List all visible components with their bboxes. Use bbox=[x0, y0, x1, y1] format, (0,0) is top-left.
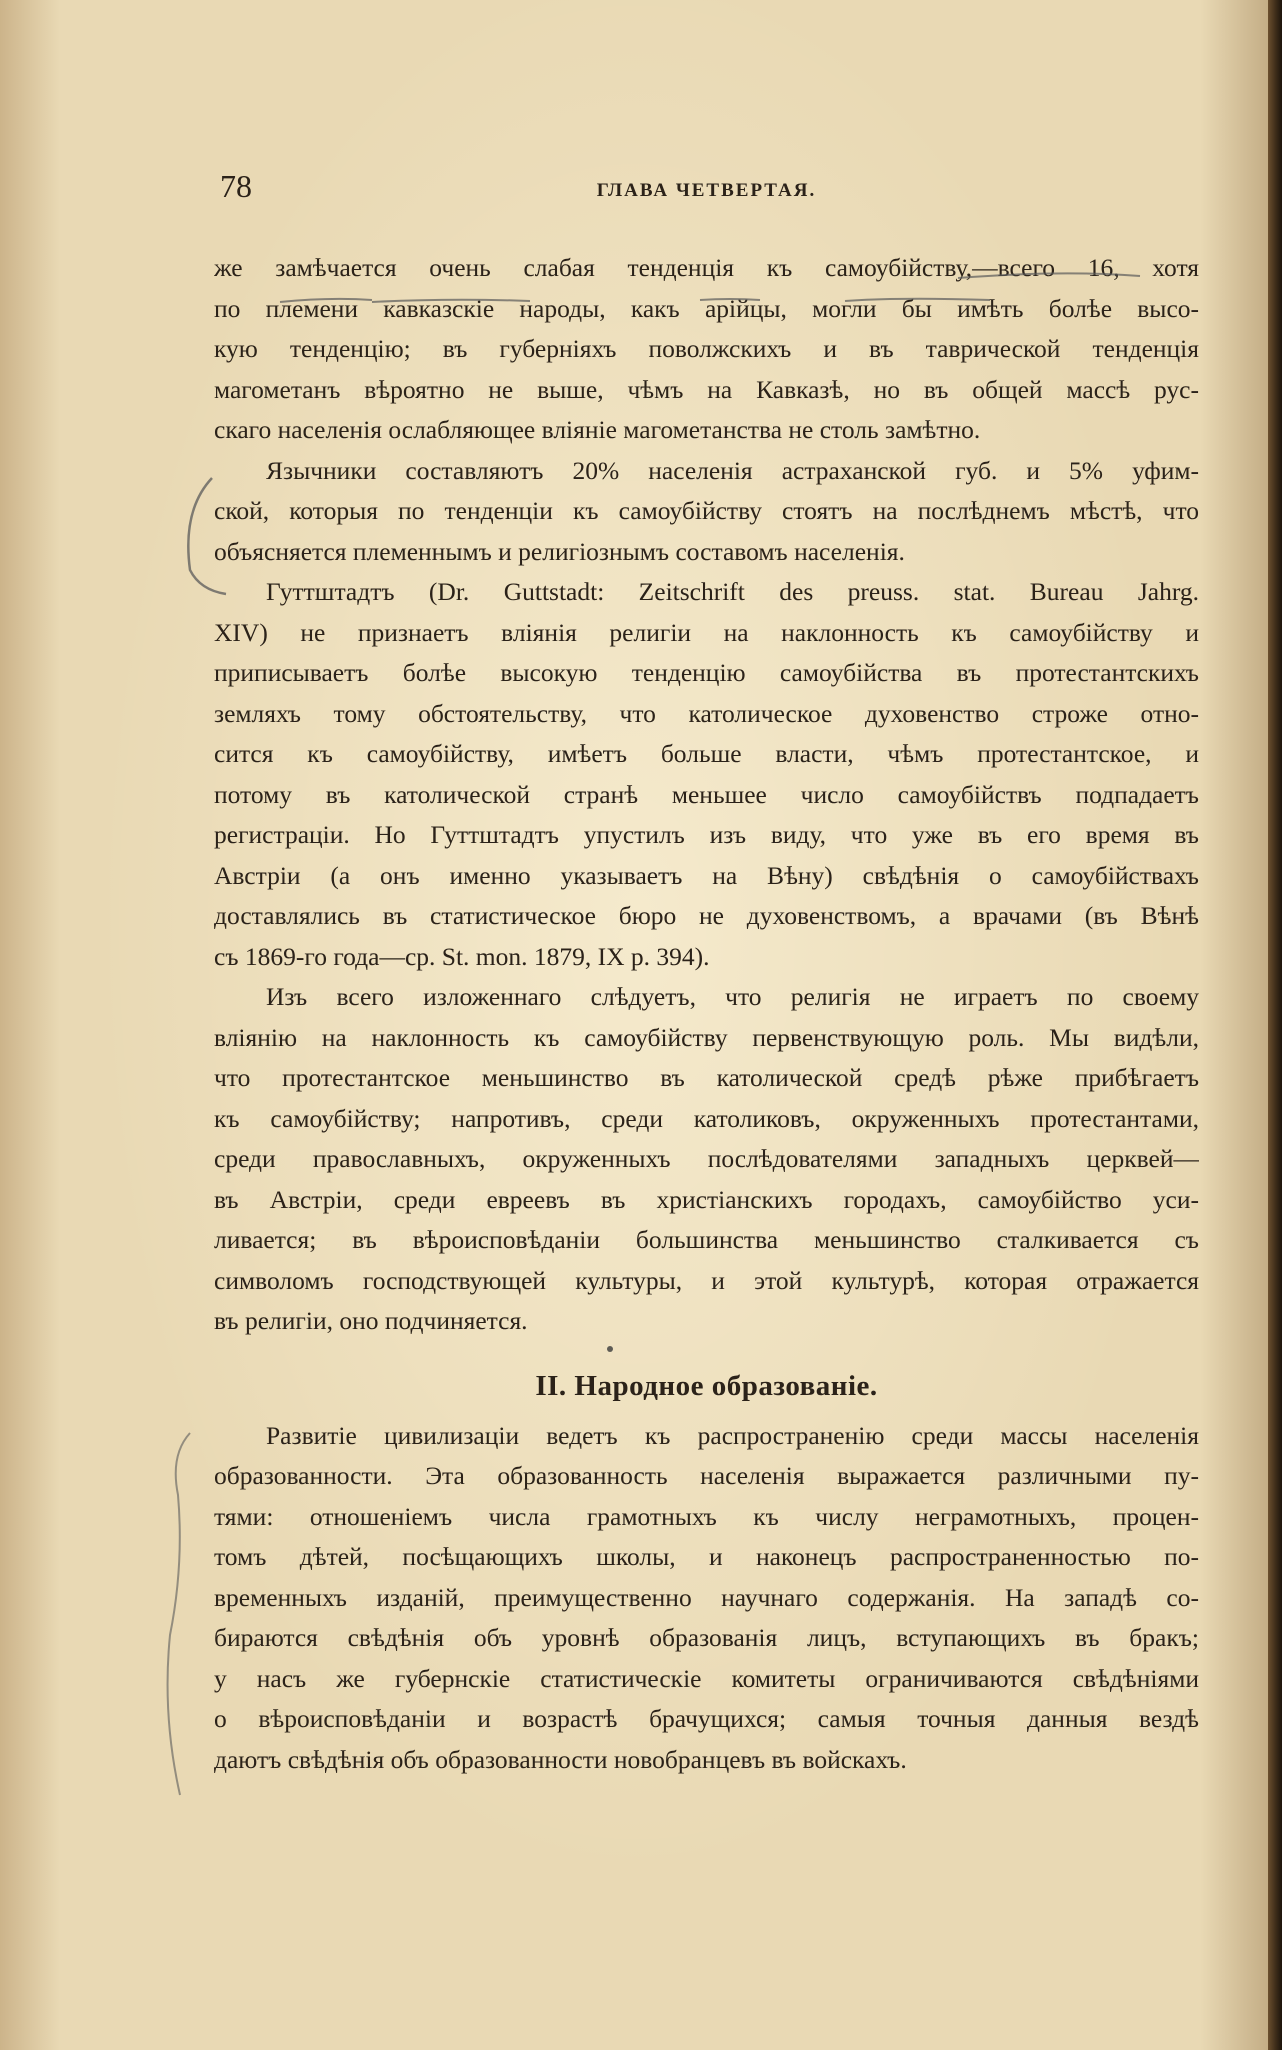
text-line: образованности. Эта образованность населенія выражается различными пу- bbox=[214, 1461, 1199, 1490]
text-line: у насъ же губернскіе статистическіе комитеты ограничиваются свѣдѣніями bbox=[214, 1663, 1199, 1693]
text-line: земляхъ тому обстоятельству, что католическое духовенство строже отно- bbox=[214, 698, 1199, 728]
text-line: въ религіи, оно подчиняется. bbox=[214, 1306, 528, 1335]
text-line: объясняется племеннымъ и религіознымъ составомъ населенія. bbox=[214, 536, 905, 566]
book-spine bbox=[1268, 0, 1282, 2050]
text-line: Развитіе цивилизаціи ведетъ къ распространенію среди массы населенія bbox=[266, 1420, 1199, 1450]
text-line: даютъ свѣдѣнія объ образованности новобранцевъ въ войскахъ. bbox=[214, 1744, 907, 1774]
text-line: томъ дѣтей, посѣщающихъ школы, и наконецъ распространенностью по- bbox=[214, 1542, 1199, 1571]
text-line: скаго населенія ослабляющее вліяніе магометанства не столь замѣтно. bbox=[214, 415, 981, 444]
text-line: временныхъ изданій, преимущественно научнаго содержанія. На западѣ со- bbox=[214, 1582, 1199, 1612]
paragraph-3 bbox=[214, 572, 1199, 977]
text-line: регистраціи. Но Гуттштадтъ упустилъ изъ виду, что уже въ его время въ bbox=[214, 820, 1199, 849]
text-line: приписываетъ болѣе высокую тенденцію самоубійства въ протестантскихъ bbox=[214, 658, 1199, 687]
text-line: Изъ всего изложеннаго слѣдуетъ, что религія не играетъ по своему bbox=[266, 982, 1199, 1011]
text-line: сится къ самоубійству, имѣетъ больше власти, чѣмъ протестантское, и bbox=[214, 739, 1199, 768]
text-line: что протестантское меньшинство въ католической средѣ рѣже прибѣгаетъ bbox=[214, 1063, 1199, 1092]
text-line: доставлялись въ статистическое бюро не духовенствомъ, а врачами (въ Вѣнѣ bbox=[214, 901, 1199, 930]
text-line: кую тенденцію; въ губерніяхъ поволжскихъ и въ таврической тенденція bbox=[214, 334, 1199, 363]
text-line: Австріи (а онъ именно указываетъ на Вѣну) свѣдѣнія о самоубійствахъ bbox=[214, 860, 1199, 890]
text-line: магометанъ вѣроятно не выше, чѣмъ на Кавказѣ, но въ общей массѣ рус- bbox=[214, 374, 1199, 404]
paragraph-2 bbox=[214, 451, 1199, 573]
text-line: среди православныхъ, окруженныхъ послѣдователями западныхъ церквей— bbox=[214, 1144, 1199, 1173]
text-line: по племени кавказскіе народы, какъ арійцы, могли бы имѣть болѣе высо- bbox=[214, 293, 1199, 323]
text-line: символомъ господствующей культуры, и этой культурѣ, которая отражается bbox=[214, 1265, 1199, 1295]
paragraph-1 bbox=[214, 248, 1199, 451]
text-line: бираются свѣдѣнія объ уровнѣ образованія лицъ, вступающихъ въ бракъ; bbox=[214, 1623, 1199, 1652]
body-text bbox=[214, 248, 1199, 1780]
text-line: ской, которыя по тенденціи къ самоубійству стоятъ на послѣднемъ мѣстѣ, что bbox=[214, 496, 1199, 525]
section-paragraph bbox=[214, 1416, 1199, 1781]
text-line: въ Австріи, среди евреевъ въ христіанскихъ городахъ, самоубійство уси- bbox=[214, 1184, 1199, 1214]
text-line: ливается; въ вѣроисповѣданіи большинства меньшинство сталкивается съ bbox=[214, 1225, 1199, 1254]
text-line: Язычники составляютъ 20% населенія астраханской губ. и 5% уфим- bbox=[266, 455, 1199, 485]
section-heading: II. Народное образованіе. bbox=[535, 1369, 878, 1402]
text-line: Гуттштадтъ (Dr. Guttstadt: Zeitschrift des preuss. stat. Bureau Jahrg. bbox=[266, 577, 1199, 606]
text-line: о вѣроисповѣданіи и возрастѣ брачущихся; самыя точныя данныя вездѣ bbox=[214, 1704, 1199, 1733]
text-line: вліянію на наклонность къ самоубійству первенствующую роль. Мы видѣли, bbox=[214, 1022, 1199, 1052]
running-head: ГЛАВА ЧЕТВЕРТАЯ. bbox=[596, 180, 817, 201]
text-line: тями: отношеніемъ числа грамотныхъ къ числу неграмотныхъ, процен- bbox=[214, 1501, 1199, 1531]
text-line: къ самоубійству; напротивъ, среди католиковъ, окруженныхъ протестантами, bbox=[214, 1103, 1199, 1133]
text-line: съ 1869-го года—ср. St. mon. 1879, IX p. 394). bbox=[214, 941, 710, 971]
pencil-margin-bracket-2 bbox=[150, 1425, 210, 1805]
text-line: же замѣчается очень слабая тенденція къ самоубійству,—всего 16, хотя bbox=[214, 253, 1199, 282]
page-header bbox=[214, 168, 1199, 218]
page-number: 78 bbox=[220, 168, 252, 204]
text-line: потому въ католической странѣ меньшее число самоубійствъ подпадаетъ bbox=[214, 779, 1199, 809]
paragraph-4 bbox=[214, 977, 1199, 1342]
text-line: XIV) не признаетъ вліянія религіи на наклонность къ самоубійству и bbox=[214, 617, 1199, 647]
